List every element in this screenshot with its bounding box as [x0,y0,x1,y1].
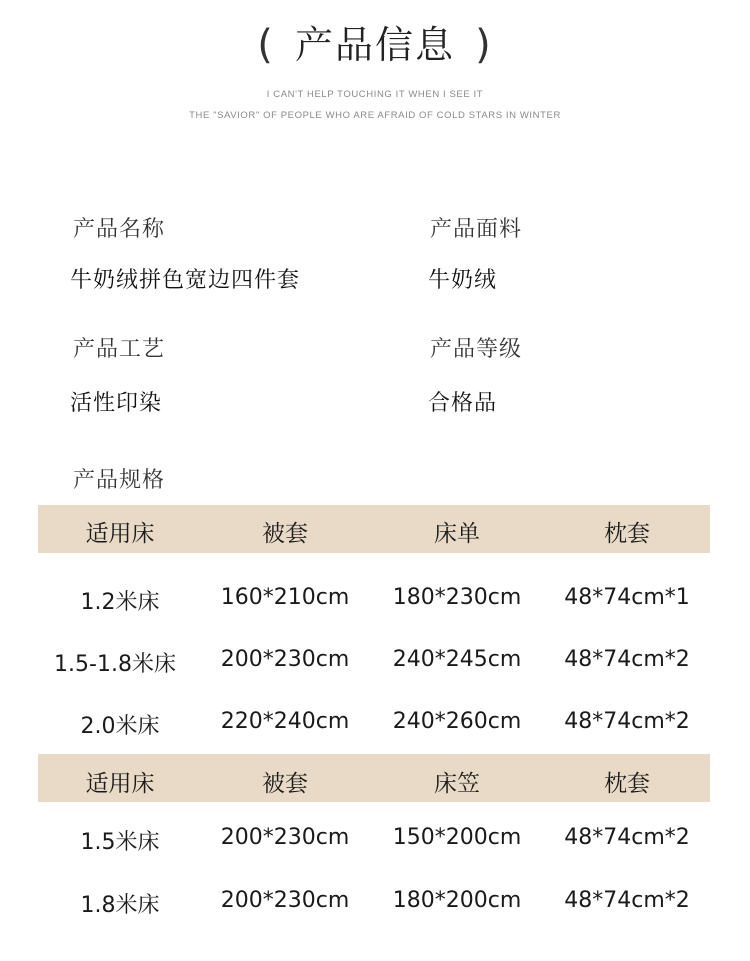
table-cell: 48*74cm*1 [564,585,690,610]
product-craft-label: 产品工艺 [73,337,166,362]
table-cell: 200*230cm [220,647,350,672]
table-cell: 200*230cm [220,825,350,850]
table-cell: 240*245cm [392,647,522,672]
product-name-label: 产品名称 [73,217,166,242]
table2-header-duvet: 被套 [262,771,308,797]
product-fabric-value: 牛奶绒 [428,268,498,293]
table-cell: 48*74cm*2 [564,647,690,672]
product-craft-value: 活性印染 [70,391,163,416]
title-close-paren: ) [475,22,493,68]
table-cell: 160*210cm [220,585,350,610]
table-cell: 180*230cm [392,585,522,610]
subtitle-line-1: I CAN'T HELP TOUCHING IT WHEN I SEE IT [266,89,484,100]
table-cell: 2.0米床 [80,714,160,739]
subtitle-line-2: THE "SAVIOR" OF PEOPLE WHO ARE AFRAID OF COLD STARS IN WINTER [189,110,561,121]
table-cell: 1.5米床 [80,830,160,855]
table-cell: 1.2米床 [80,590,160,615]
table1-header-pillowcase: 枕套 [604,521,650,547]
table-cell: 180*200cm [392,888,522,913]
table2-header-pillowcase: 枕套 [604,771,650,797]
title-open-paren: ( [257,22,275,68]
table-cell: 1.5-1.8米床 [54,652,176,677]
page-title [0,14,750,69]
table-cell: 48*74cm*2 [564,709,690,734]
table2-header-fitted-sheet: 床笠 [434,771,480,797]
product-name-value: 牛奶绒拼色宽边四件套 [70,268,301,293]
table1-header-sheet: 床单 [434,521,480,547]
table-cell: 48*74cm*2 [564,825,690,850]
table-cell: 1.8米床 [80,893,160,918]
table2-header-bed: 适用床 [85,771,155,797]
table1-header-bed: 适用床 [85,521,155,547]
table-cell: 200*230cm [220,888,350,913]
title-text: 产品信息 [294,23,455,67]
product-grade-value: 合格品 [428,391,498,416]
table-cell: 220*240cm [220,709,350,734]
product-grade-label: 产品等级 [430,337,523,362]
table1-header-duvet: 被套 [262,521,308,547]
table-cell: 48*74cm*2 [564,888,690,913]
table-cell: 240*260cm [392,709,522,734]
table-cell: 150*200cm [392,825,522,850]
product-spec-label: 产品规格 [73,468,166,493]
product-fabric-label: 产品面料 [430,217,523,242]
